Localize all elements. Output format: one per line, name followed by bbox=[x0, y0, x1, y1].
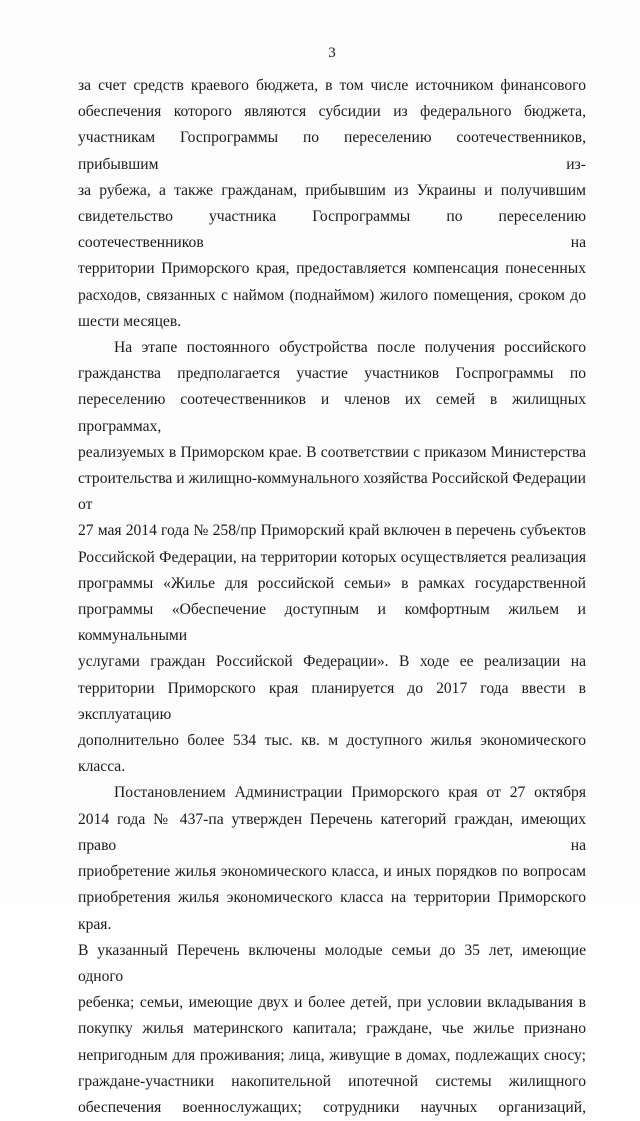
text-line: приобретения жилья экономического класса на территории Приморского края. bbox=[78, 889, 586, 933]
page-number: 3 bbox=[328, 45, 336, 61]
text-line: обеспечения которого являются субсидии из федерального бюджета, bbox=[78, 103, 586, 121]
text-line: На этапе постоянного обустройства после получения российского bbox=[114, 339, 586, 357]
text-line: расходов, связанных с наймом (поднаймом) жилого помещения, сроком до bbox=[78, 286, 586, 304]
text-line: территории Приморского края планируется до 2017 года ввести в эксплуатацию bbox=[78, 679, 586, 723]
text-line: гражданства предполагается участие участников Госпрограммы по bbox=[78, 365, 586, 383]
text-line: услугами граждан Российской Федерации». В ходе ее реализации на bbox=[78, 653, 586, 671]
text-line: приобретение жилья экономического класса, и иных порядков по вопросам bbox=[78, 863, 586, 881]
paragraph bbox=[78, 780, 586, 1121]
text-line: непригодным для проживания; лица, живущие в домах, подлежащих сносу; bbox=[78, 1046, 586, 1064]
text-line: программы «Обеспечение доступным и комфортным жильем и коммунальными bbox=[78, 601, 586, 645]
text-line: Постановлением Администрации Приморского края от 27 октября bbox=[114, 784, 586, 802]
text-line: обеспечения военнослужащих; сотрудники научных организаций, bbox=[78, 1098, 586, 1116]
text-line: 2014 года № 437-па утвержден Перечень категорий граждан, имеющих право на bbox=[78, 810, 586, 854]
text-line: дополнительно более 534 тыс. кв. м доступного жилья экономического класса. bbox=[78, 732, 586, 776]
paragraph bbox=[78, 73, 586, 335]
text-line: участникам Госпрограммы по переселению соотечественников, прибывшим из- bbox=[78, 129, 586, 173]
text-line: строительства и жилищно-коммунального хозяйства Российской Федерации от bbox=[78, 470, 586, 514]
text-line: покупку жилья материнского капитала; граждане, чье жилье признано bbox=[78, 1020, 586, 1038]
document-body bbox=[78, 73, 586, 1121]
text-line: программы «Жилье для российской семьи» в рамках государственной bbox=[78, 574, 586, 592]
text-line: за счет средств краевого бюджета, в том числе источником финансового bbox=[78, 77, 586, 94]
text-line: территории Приморского края, предоставляется компенсация понесенных bbox=[78, 260, 586, 278]
text-line: 27 мая 2014 года № 258/пр Приморский край включен в перечень субъектов bbox=[78, 522, 586, 540]
text-line: за рубежа, а также гражданам, прибывшим из Украины и получившим bbox=[78, 181, 586, 199]
text-line: реализуемых в Приморском крае. В соответствии с приказом Министерства bbox=[78, 443, 586, 461]
text-line: шести месяцев. bbox=[78, 312, 182, 330]
text-line: переселению соотечественников и членов их семей в жилищных программах, bbox=[78, 391, 586, 435]
text-line: Российской Федерации, на территории которых осуществляется реализация bbox=[78, 548, 586, 566]
text-line: свидетельство участника Госпрограммы по переселению соотечественников на bbox=[78, 208, 586, 252]
text-line: граждане-участники накопительной ипотечной системы жилищного bbox=[78, 1072, 586, 1090]
text-line: ребенка; семьи, имеющие двух и более детей, при условии вкладывания в bbox=[78, 994, 586, 1012]
text-line: В указанный Перечень включены молодые семьи до 35 лет, имеющие одного bbox=[78, 941, 586, 985]
paragraph bbox=[78, 335, 586, 780]
